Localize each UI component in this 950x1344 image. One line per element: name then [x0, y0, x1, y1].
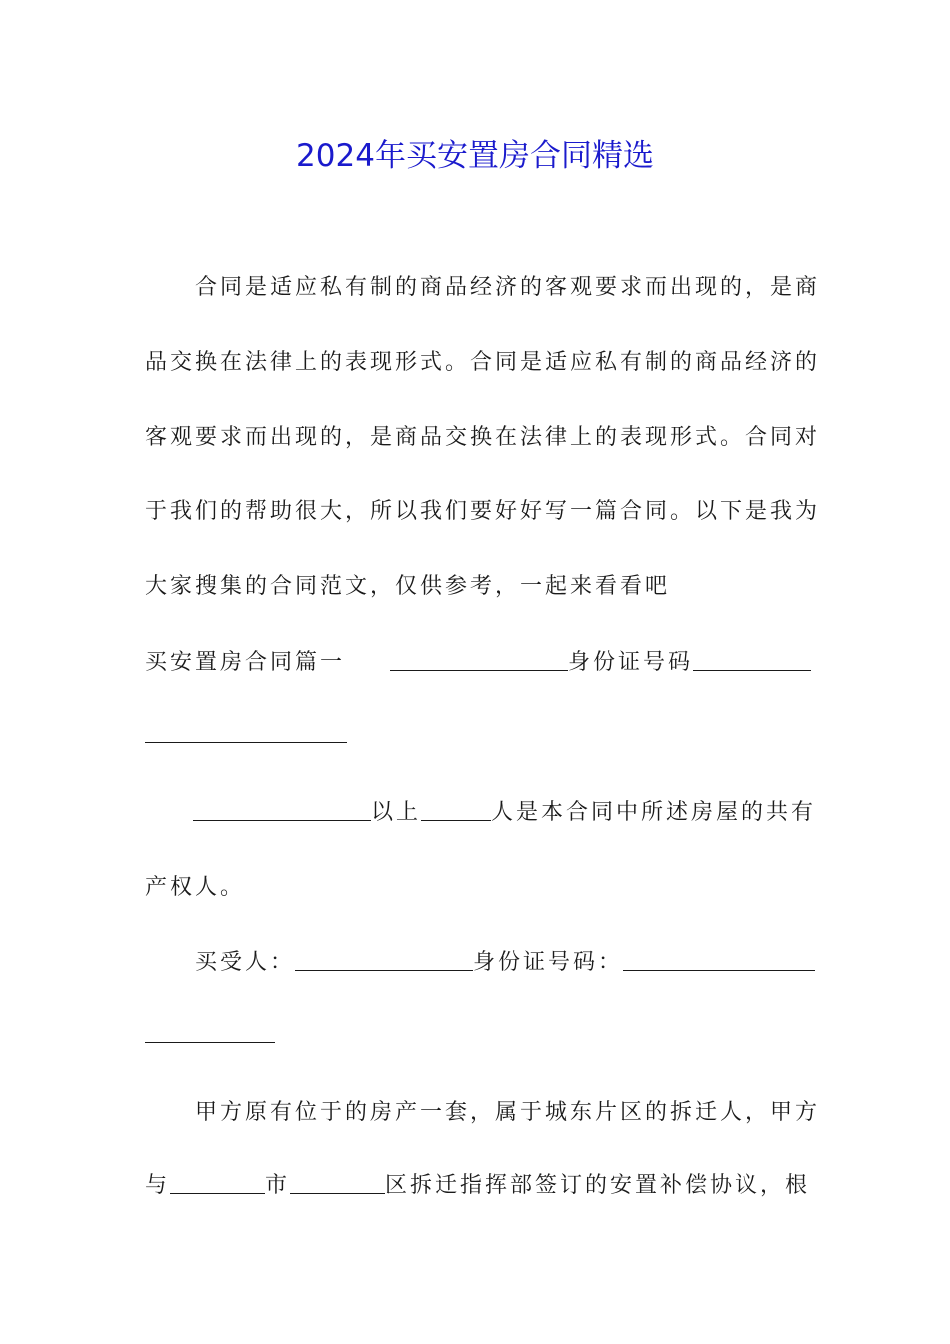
- document-title: 2024年买安置房合同精选: [296, 138, 654, 174]
- intro-line-4: 于我们的帮助很大，所以我们要好好写一篇合同。以下是我为: [145, 499, 821, 524]
- owners-line: [193, 795, 816, 826]
- intro-line-3: 客观要求而出现的，是商品交换在法律上的表现形式。合同对: [145, 425, 821, 450]
- para-a-line-1: 甲方原有位于的房产一套，属于城东片区的拆迁人，甲方: [195, 1100, 821, 1125]
- owners-above-label: 以上: [371, 800, 422, 825]
- seller-id-blank: [693, 648, 811, 671]
- buyer-id-blank-continued: [145, 1042, 275, 1043]
- seller-name-blank: [390, 648, 568, 671]
- buyer-id-blank: [623, 948, 815, 971]
- intro-line-1: 合同是适应私有制的商品经济的客观要求而出现的，是商: [195, 275, 821, 300]
- owners-text: 人是本合同中所述房屋的共有: [491, 800, 817, 825]
- buyer-label: 买受人：: [195, 950, 296, 975]
- buyer-line: [195, 945, 815, 976]
- district-blank: [290, 1171, 385, 1194]
- section1-line: [145, 645, 811, 676]
- intro-line-2: 品交换在法律上的表现形式。合同是适应私有制的商品经济的: [145, 350, 821, 375]
- para-a-rest: 区拆迁指挥部签订的安置补偿协议，根: [385, 1173, 811, 1198]
- owners-line-2: 产权人。: [145, 875, 246, 900]
- buyer-name-blank: [295, 948, 473, 971]
- seller-id-label: 身份证号码: [568, 650, 694, 675]
- seller-id-blank-continued: [145, 742, 347, 743]
- section1-heading: 买安置房合同篇一: [145, 650, 346, 675]
- intro-line-5: 大家搜集的合同范文，仅供参考，一起来看看吧: [145, 574, 671, 599]
- owners-blank: [193, 798, 371, 821]
- owners-count-blank: [421, 798, 491, 821]
- city-blank: [170, 1171, 265, 1194]
- para-a-city: 市: [265, 1173, 291, 1198]
- buyer-id-label: 身份证号码：: [473, 950, 624, 975]
- para-a-with: 与: [145, 1173, 171, 1198]
- para-a-line-2: [145, 1168, 810, 1199]
